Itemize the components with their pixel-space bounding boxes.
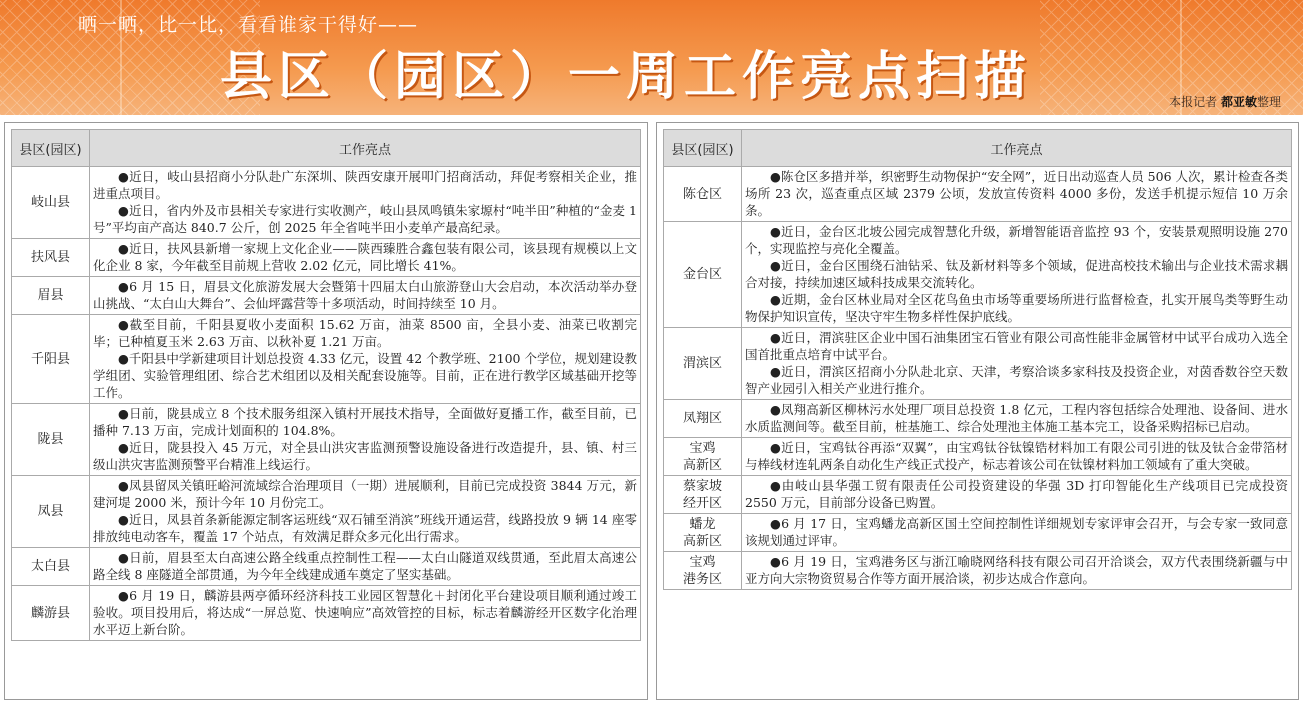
table-row [12,315,641,404]
highlight-item: ●凤县留凤关镇旺峪河流域综合治理项目（一期）进展顺利，目前已完成投资 3844 万元，新建河堤 2000 米，预计今年 10 月份完工。 [93,478,637,510]
highlight-item: ●6 月 19 日，麟游县两亭循环经济科技工业园区智慧化＋封闭化平台建设项目顺利通过竣工验收。项目投用后，将达成“一屏总览、快速响应”高效管控的目标，标志着麟游经开区数字化治理水平迈上新台阶。 [93,588,637,637]
highlights-cell [742,552,1292,590]
table-row [12,167,641,239]
county-name: 麟游县 [12,586,90,641]
right-table [663,129,1292,590]
highlight-item: ●近期，金台区林业局对全区花鸟鱼虫市场等重要场所进行监督检查，扎实开展鸟类等野生动物保护知识宣传，坚决守牢生物多样性保护底线。 [745,292,1288,324]
table-row [12,404,641,476]
highlights-header: 工作亮点 [742,130,1292,167]
table-row [664,552,1292,590]
highlight-item: ●近日，岐山县招商小分队赴广东深圳、陕西安康开展叩门招商活动，拜促考察相关企业，推进重点项目。 [93,169,637,201]
highlight-item: ●日前，眉县至太白高速公路全线重点控制性工程——太白山隧道双线贯通，至此眉太高速公路全线 8 座隧道全部贯通，为今年全线建成通车奠定了坚实基础。 [93,550,637,582]
county-name: 金台区 [664,222,742,328]
left-panel [4,122,648,700]
highlight-item: ●由岐山县华强工贸有限责任公司投资建设的华强 3D 打印智能化生产线项目已完成投资 2550 万元，目前部分设备已购置。 [745,478,1288,510]
highlight-item: ●截至目前，千阳县夏收小麦面积 15.62 万亩，油菜 8500 亩，全县小麦、油菜已收割完毕；已种植夏玉米 2.63 万亩、以秋补夏 1.21 万亩。 [93,317,637,349]
county-name: 蔡家坡 经开区 [664,476,742,514]
highlight-item: ●6 月 15 日，眉县文化旅游发展大会暨第十四届太白山旅游登山大会启动，本次活动举办登山挑战、“太白山大舞台”、会仙坪露营等十多项活动，时间持续至 10 月。 [93,279,637,311]
table-row [664,438,1292,476]
county-name: 渭滨区 [664,328,742,400]
highlight-item: ●近日，金台区北坡公园完成智慧化升级，新增智能语音监控 93 个，安装景观照明设施 270 个，实现监控与亮化全覆盖。 [745,224,1288,256]
header-banner [0,0,1303,115]
reporter-name: 都亚敏 [1220,95,1257,109]
highlight-item: ●日前，陇县成立 8 个技术服务组深入镇村开展技术指导，全面做好夏播工作，截至目前，已播种 7.13 万亩，完成计划面积的 104.8%。 [93,406,637,438]
byline-suffix: 整理 [1256,95,1281,109]
highlight-item: ●近日，金台区围绕石油钻采、钛及新材料等多个领域，促进高校技术输出与企业技术需求耦合对接，持续加速区域科技成果交流转化。 [745,258,1288,290]
county-name: 千阳县 [12,315,90,404]
highlight-item: ●陈仓区多措并举，织密野生动物保护“安全网”，近日出动巡查人员 506 人次，累计检查各类场所 23 次，巡查重点区域 2379 公顷，发放宣传资料 4000 多份，发送手机提示短信 10 万余条。 [745,169,1288,218]
highlight-item: ●近日，渭滨区招商小分队赴北京、天津，考察洽谈多家科技及投资企业，对茵香数谷空天数智产业园引入相关产业进行推介。 [745,364,1288,396]
highlight-item: ●千阳县中学新建项目计划总投资 4.33 亿元，设置 42 个教学班、2100 个学位，规划建设教学组团、实验管理组团、综合艺术组团以及相关配套设施等。目前，正在进行教学区域基础开挖等工作。 [93,351,637,400]
highlight-item: ●近日，渭滨驻区企业中国石油集团宝石管业有限公司高性能非金属管材中试平台成功入选全国首批重点培育中试平台。 [745,330,1288,362]
table-row [664,222,1292,328]
highlights-cell [90,548,641,586]
county-name: 陈仓区 [664,167,742,222]
county-name: 扶风县 [12,239,90,277]
table-header-row [12,130,641,167]
header-subtitle: 晒一晒，比一比，看看谁家干得好—— [78,14,419,36]
highlights-cell [90,315,641,404]
left-table [11,129,641,641]
highlights-cell [90,239,641,277]
table-row [664,476,1292,514]
highlights-cell [90,277,641,315]
highlights-cell [90,586,641,641]
left-table-body [12,167,641,641]
table-row [12,586,641,641]
page-title: 县区（园区）一周工作亮点扫描 [220,47,1033,107]
highlight-item: ●近日，宝鸡钛谷再添“双翼”，由宝鸡钛谷钛镍锆材料加工有限公司引进的钛及钛合金带箔材与棒线材连轧两条自动化生产线正式投产，标志着该公司在钛镍材料加工领域有了重大突破。 [745,440,1288,472]
county-name: 凤翔区 [664,400,742,438]
right-table-body [664,167,1292,590]
highlight-item: ●近日，陇县投入 45 万元，对全县山洪灾害监测预警设施设备进行改造提升，县、镇、村三级山洪灾害监测预警平台精准上线运行。 [93,440,637,472]
table-row [12,277,641,315]
county-name: 岐山县 [12,167,90,239]
highlights-cell [742,167,1292,222]
county-name: 宝鸡 高新区 [664,438,742,476]
highlight-item: ●近日，凤县首条新能源定制客运班线“双石铺至消滨”班线开通运营，线路投放 9 辆 14 座零排放纯电动客车，覆盖 17 个站点，有效满足群众多元化出行需求。 [93,512,637,544]
highlights-cell [742,328,1292,400]
highlight-item: ●6 月 19 日，宝鸡港务区与浙江喻晓网络科技有限公司召开洽谈会，双方代表围绕新疆与中亚方向大宗物资贸易合作等方面开展洽谈，初步达成合作意向。 [745,554,1288,586]
highlight-item: ●近日，省内外及市县相关专家进行实收测产，岐山县凤鸣镇朱家塬村“吨半田”种植的“金麦 1 号”平均亩产高达 840.7 公斤，创 2025 年全省吨半田小麦单产最高纪录。 [93,203,637,235]
highlights-cell [90,476,641,548]
table-row [664,514,1292,552]
table-row [664,400,1292,438]
county-name: 宝鸡 港务区 [664,552,742,590]
highlights-cell [742,514,1292,552]
highlights-header: 工作亮点 [90,130,641,167]
table-row [12,476,641,548]
highlights-cell [742,476,1292,514]
county-name: 蟠龙 高新区 [664,514,742,552]
county-name: 凤县 [12,476,90,548]
byline-prefix: 本报记者 [1169,95,1218,109]
right-panel [656,122,1299,700]
highlight-item: ●近日，扶风县新增一家规上文化企业——陕西臻胜合鑫包装有限公司，该县现有规模以上文化企业 8 家，今年截至目前规上营收 2.02 亿元，同比增长 41%。 [93,241,637,273]
county-header: 县区(园区) [12,130,90,167]
highlight-item: ●6 月 17 日，宝鸡蟠龙高新区国土空间控制性详细规划专家评审会召开，与会专家一致同意该规划通过评审。 [745,516,1288,548]
highlights-cell [742,222,1292,328]
county-name: 眉县 [12,277,90,315]
highlights-cell [90,404,641,476]
county-name: 太白县 [12,548,90,586]
highlight-item: ●凤翔高新区柳林污水处理厂项目总投资 1.8 亿元，工程内容包括综合处理池、设备间、进水水质监测间等。截至目前，桩基施工、综合处理池主体施工基本完工，设备采购招标已启动。 [745,402,1288,434]
county-name: 陇县 [12,404,90,476]
table-row [664,167,1292,222]
table-header-row [664,130,1292,167]
byline [1169,93,1281,110]
table-row [664,328,1292,400]
county-header: 县区(园区) [664,130,742,167]
table-row [12,548,641,586]
highlights-cell [90,167,641,239]
highlights-cell [742,438,1292,476]
highlights-cell [742,400,1292,438]
table-row [12,239,641,277]
